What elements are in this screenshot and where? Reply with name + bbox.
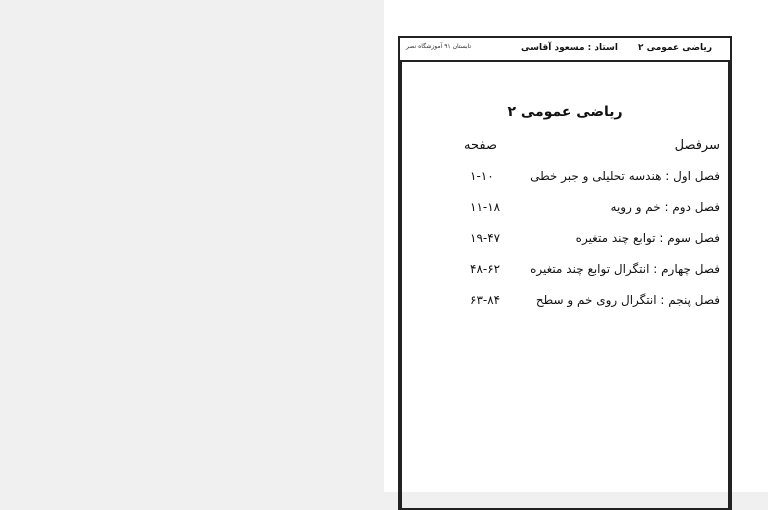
toc-row	[458, 169, 720, 200]
header-teacher: استاد : مسعود آقاسی	[521, 43, 618, 53]
document-title: ریاضی عمومی ۲	[507, 104, 623, 120]
toc-pages: ۶۳-۸۴	[470, 293, 501, 307]
header-course: ریاضی عمومی ۲	[637, 43, 712, 53]
page-border	[398, 36, 732, 510]
header-term: تابستان ۹۱ آموزشگاه نصر	[406, 43, 472, 50]
toc-header-row	[458, 138, 720, 169]
toc-pages: ۱۱-۱۸	[470, 200, 501, 214]
toc-heading-chapter: سرفصل	[674, 138, 720, 153]
toc-chapter: فصل دوم : خم و رویه	[610, 200, 720, 214]
toc-pages: ۴۸-۶۲	[470, 262, 501, 276]
toc-pages: ۱-۱۰	[470, 169, 494, 183]
table-of-contents	[458, 138, 720, 324]
page-header	[400, 38, 730, 62]
toc-row	[458, 262, 720, 293]
toc-pages: ۱۹-۴۷	[470, 231, 501, 245]
viewer-background	[0, 0, 385, 492]
toc-row	[458, 200, 720, 231]
toc-chapter: فصل اول : هندسه تحلیلی و جبر خطی	[530, 169, 720, 183]
document-page	[384, 0, 768, 492]
toc-chapter: فصل چهارم : انتگرال توابع چند متغیره	[530, 262, 720, 276]
toc-heading-page: صفحه	[464, 138, 497, 153]
toc-chapter: فصل پنجم : انتگرال روی خم و سطح	[535, 293, 720, 307]
toc-row	[458, 293, 720, 324]
toc-chapter: فصل سوم : توابع چند متغیره	[575, 231, 720, 245]
toc-row	[458, 231, 720, 262]
